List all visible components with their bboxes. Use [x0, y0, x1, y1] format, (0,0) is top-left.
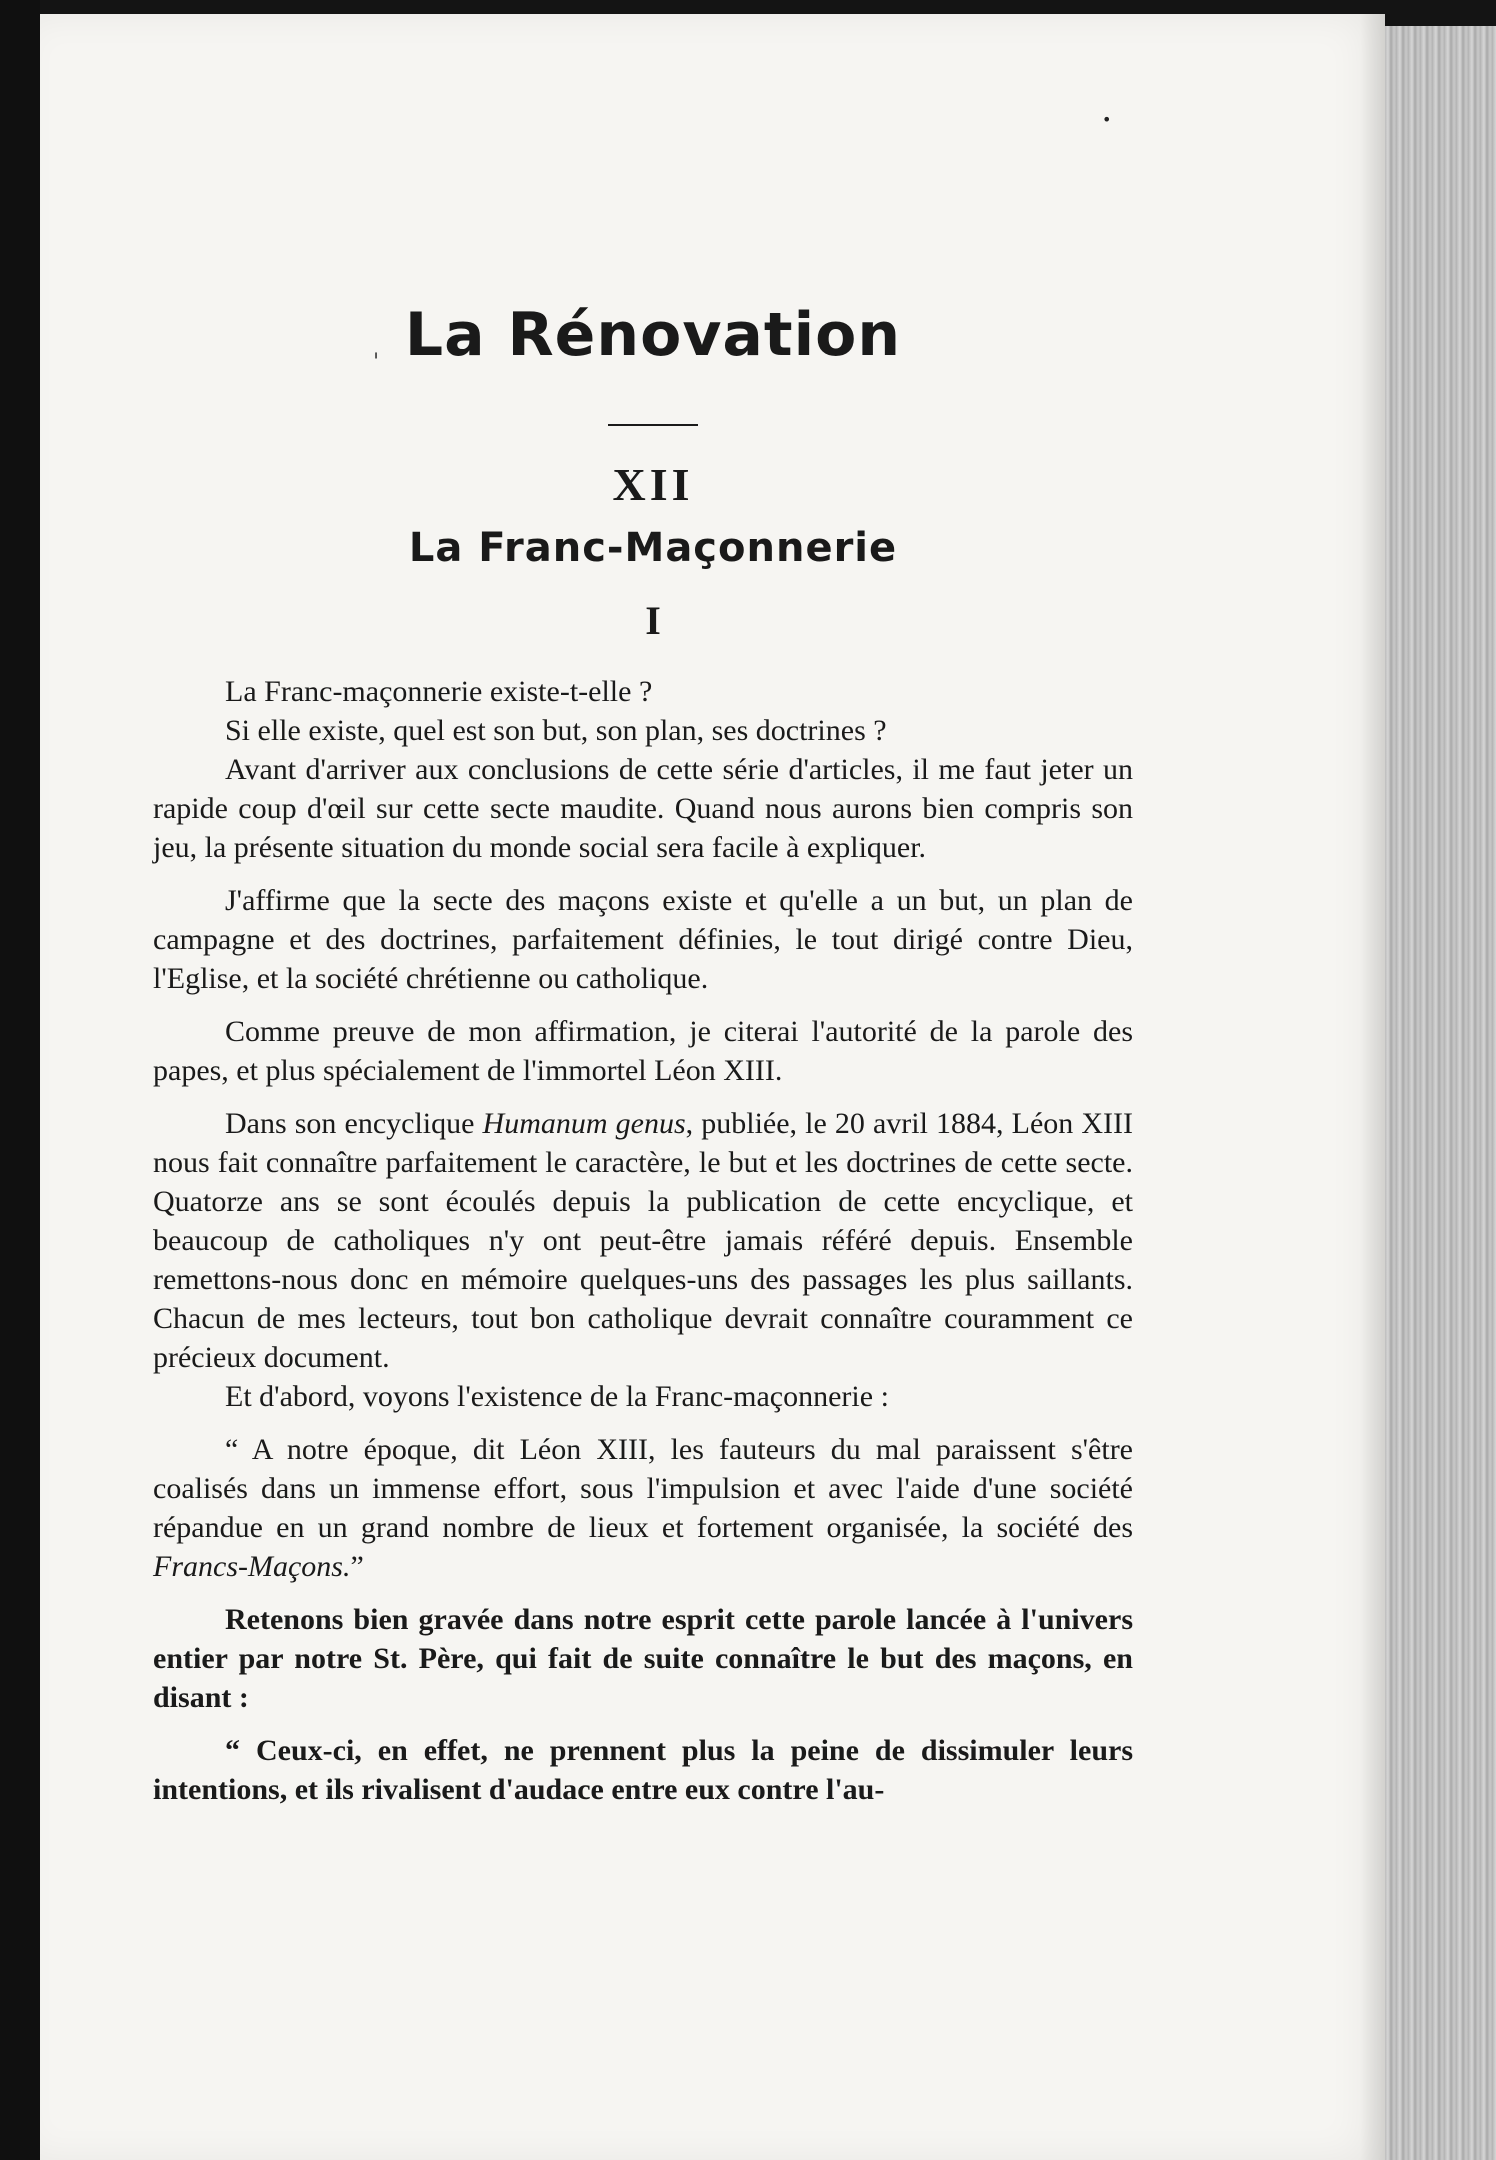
paragraph-6-text-before: Dans son encyclique	[225, 1107, 483, 1140]
article	[153, 300, 1133, 1809]
paragraph-9: Retenons bien gravée dans notre esprit cette parole lancée à l'univers entier par notre St. Père, qui fait de suite connaître le but des maçons, en disant :	[153, 1603, 1133, 1714]
paragraph-8-text-before: “ A notre époque, dit Léon XIII, les fauteurs du mal paraissent s'être coalisés dans un immense effort, sous l'impulsion et avec l'aide d'une société répandue en un grand nombre de lieux et fortement organisée, la société des	[153, 1433, 1133, 1544]
paragraph-6	[153, 1104, 1133, 1377]
paragraph-5: Comme preuve de mon affirmation, je citerai l'autorité de la parole des papes, et plus spécialement de l'immortel Léon XIII.	[153, 1015, 1133, 1087]
paragraph-1: La Franc-maçonnerie existe-t-elle ?	[225, 675, 653, 708]
paragraph-8-text-after: ”	[350, 1550, 364, 1583]
page-edges	[1385, 26, 1496, 2160]
scan-left-border	[0, 0, 40, 2160]
ink-dot-mark: •	[1102, 110, 1112, 129]
paragraph-10-quote: “ Ceux-ci, en effet, ne prennent plus la peine de dissimuler leurs intentions, et ils rivalisent d'audace entre eux contre l'au-	[153, 1734, 1133, 1806]
series-number: XII	[612, 459, 694, 510]
paragraph-8-quote	[153, 1430, 1133, 1586]
journal-title: La Rénovation	[404, 300, 902, 370]
encyclical-name: Humanum genus	[482, 1107, 686, 1140]
article-title: La Franc-Maçonnerie	[408, 525, 898, 571]
paragraph-7: Et d'abord, voyons l'existence de la Franc-maçonnerie :	[225, 1380, 889, 1413]
section-number: I	[645, 598, 661, 643]
ink-speck-mark: ˌ	[373, 336, 380, 361]
title-divider	[608, 424, 698, 426]
paragraph-6-text-after: , publiée, le 20 avril 1884, Léon XIII nous fait connaître parfaitement le caractère, le but et les doctrines de cette secte. Quatorze ans se sont écoulés depuis la publication de cette encyclique, et beaucoup de catholiques n'y ont peut-être jamais référé depuis. Ensemble remettons-nous donc en mémoire quelques-uns des passages les plus saillants. Chacun de mes lecteurs, tout bon catholique devrait connaître couramment ce précieux document.	[153, 1107, 1133, 1374]
article-body	[153, 672, 1133, 1809]
paragraph-4: J'affirme que la secte des maçons existe et qu'elle a un but, un plan de campagne et des doctrines, parfaitement définies, le tout dirigé contre Dieu, l'Eglise, et la société chrétienne ou catholique.	[153, 884, 1133, 995]
paragraph-3: Avant d'arriver aux conclusions de cette série d'articles, il me faut jeter un rapide coup d'œil sur cette secte maudite. Quand nous aurons bien compris son jeu, la présente situation du monde social sera facile à expliquer.	[153, 753, 1133, 864]
francs-macons-term: Francs-Maçons.	[153, 1550, 351, 1583]
paragraph-2: Si elle existe, quel est son but, son plan, ses doctrines ?	[225, 714, 887, 747]
